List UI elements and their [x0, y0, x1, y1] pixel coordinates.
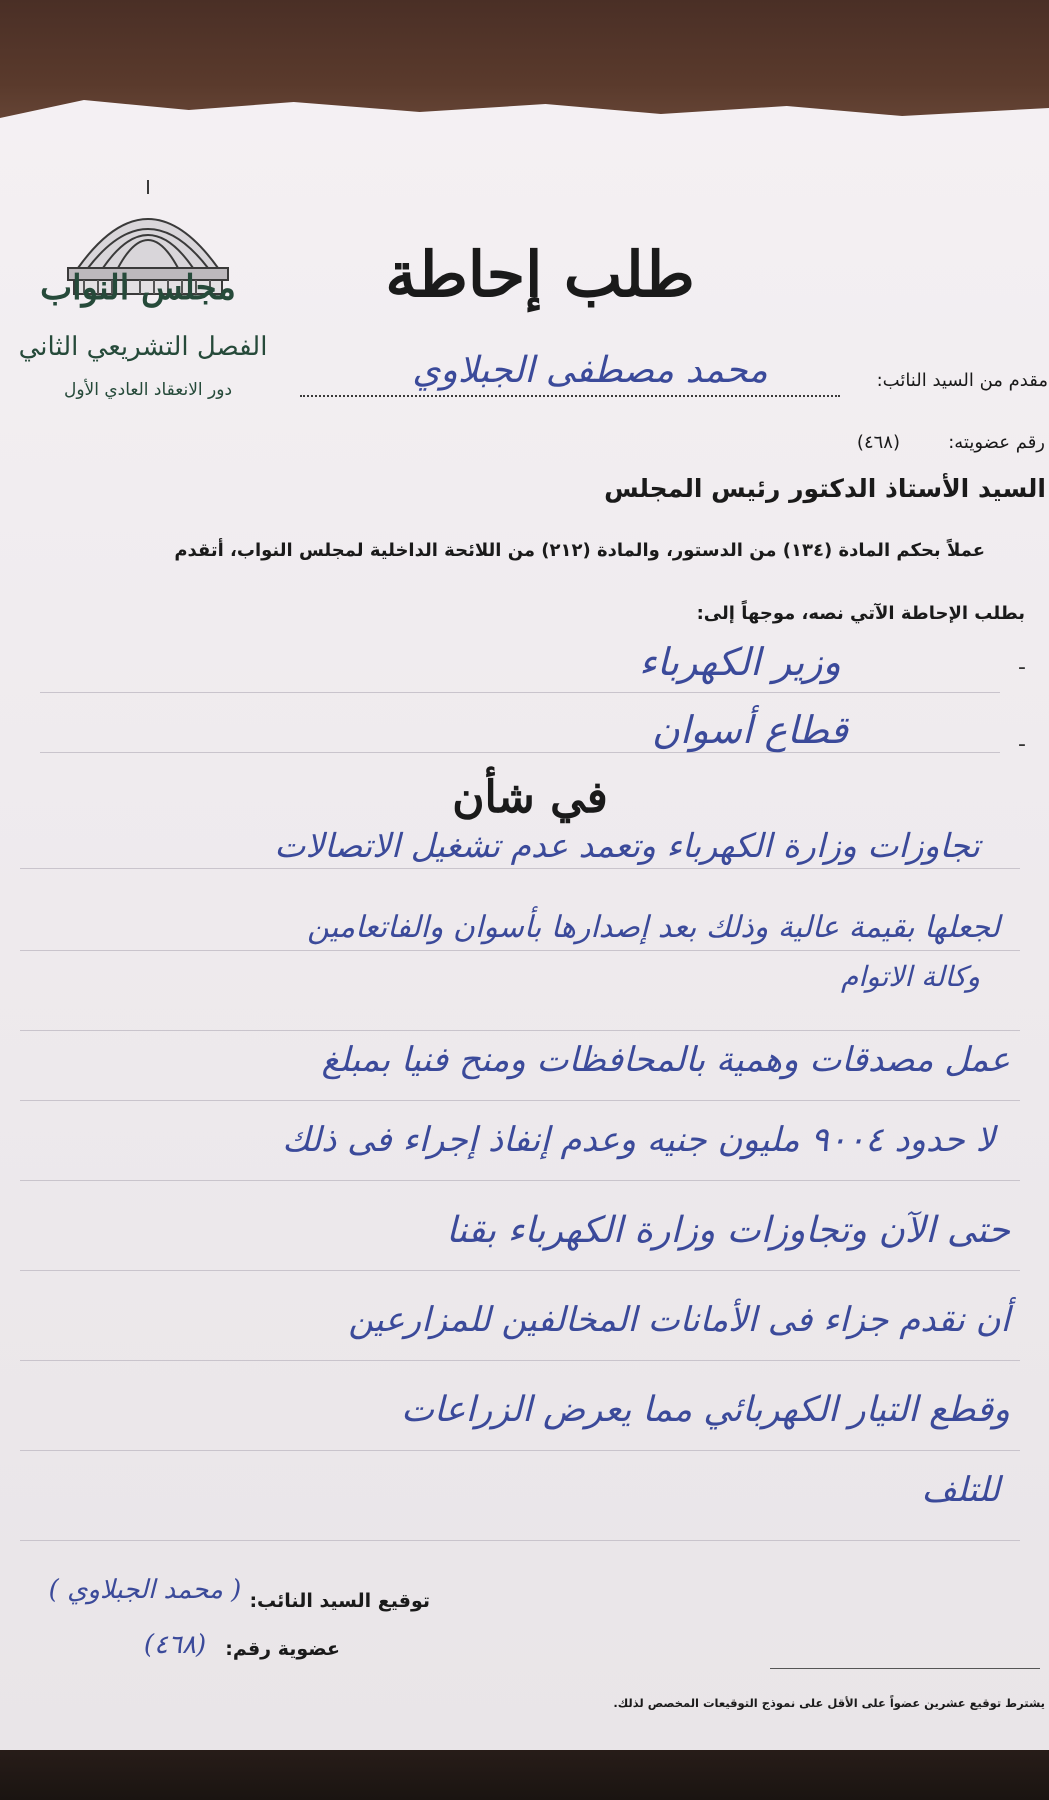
rule-2: [40, 752, 1000, 753]
body-line-2: لجعلها بقيمة عالية وذلك بعد إصدارها بأسوان والفاتعامين: [307, 910, 1000, 945]
body-line-6: حتى الآن وتجاوزات وزارة الكهرباء بقنا: [446, 1210, 1010, 1251]
rule-5: [20, 1030, 1020, 1031]
rule-9: [20, 1360, 1020, 1361]
addressee-heading: السيد الأستاذ الدكتور رئيس المجلس: [604, 474, 1046, 503]
signature-membership-label: عضوية رقم:: [225, 1638, 340, 1660]
body-line-8: وقطع التيار الكهربائي مما يعرض الزراعات: [401, 1390, 1010, 1430]
rule-7: [20, 1180, 1020, 1181]
body-line-3: وكالة الاتوام: [841, 960, 980, 993]
submitted-by-line: [300, 395, 840, 397]
rule-1: [40, 692, 1000, 693]
page-title: طلب إحاطة: [385, 238, 695, 311]
logo-legislative-term: الفصل التشريعي الثاني: [18, 332, 268, 362]
signature-label: توقيع السيد النائب:: [249, 1590, 430, 1612]
rule-8: [20, 1270, 1020, 1271]
signature-value: ( محمد الجبلاوي ): [48, 1575, 242, 1605]
submitted-by-label: مقدم من السيد النائب:: [876, 370, 1048, 391]
membership-label: رقم عضويته:: [948, 432, 1045, 453]
body-line-7: أن نقدم جزاء فى الأمانات المخالفين للمزارعين: [348, 1300, 1010, 1340]
footnote-divider: [770, 1668, 1040, 1669]
footnote: يشترط توقيع عشرين عضواً على الأقل على نموذج التوقيعات المخصص لذلك.: [613, 1696, 1045, 1710]
body-line-5: لا حدود ٩٠٠٤ مليون جنيه وعدم إنفاذ إجراء فى ذلك: [282, 1120, 995, 1160]
membership-value: (٤٦٨): [856, 432, 900, 453]
bullet-2: -: [1018, 732, 1026, 757]
submitted-by-value: محمد مصطفى الجبلاوي: [412, 350, 768, 391]
rule-4: [20, 950, 1020, 951]
body-line-9: للتلف: [921, 1470, 1000, 1510]
directed-to-2: قطاع أسوان: [651, 708, 849, 752]
body-line-1: تجاوزات وزارة الكهرباء وتعمد عدم تشغيل الاتصالات: [274, 826, 980, 865]
rule-6: [20, 1100, 1020, 1101]
body-line-4: عمل مصدقات وهمية بالمحافظات ومنح فنيا بمبلغ: [321, 1040, 1010, 1080]
request-line: بطلب الإحاطة الآتي نصه، موجهاً إلى:: [696, 603, 1025, 624]
logo-name: مجلس النواب: [40, 268, 236, 308]
rule-11: [20, 1540, 1020, 1541]
logo-session: دور الانعقاد العادي الأول: [63, 380, 233, 400]
legal-basis-text: عملاً بحكم المادة (١٣٤) من الدستور، والمادة (٢١٢) من اللائحة الداخلية لمجلس النواب، أتقدم: [174, 540, 985, 561]
rule-10: [20, 1450, 1020, 1451]
bullet-1: -: [1018, 655, 1026, 680]
rule-3: [20, 868, 1020, 869]
signature-membership-value: (٤٦٨): [143, 1630, 207, 1660]
directed-to-1: وزير الكهرباء: [639, 640, 841, 684]
subject-heading: في شأن: [452, 772, 608, 823]
parliament-logo: [18, 180, 268, 430]
